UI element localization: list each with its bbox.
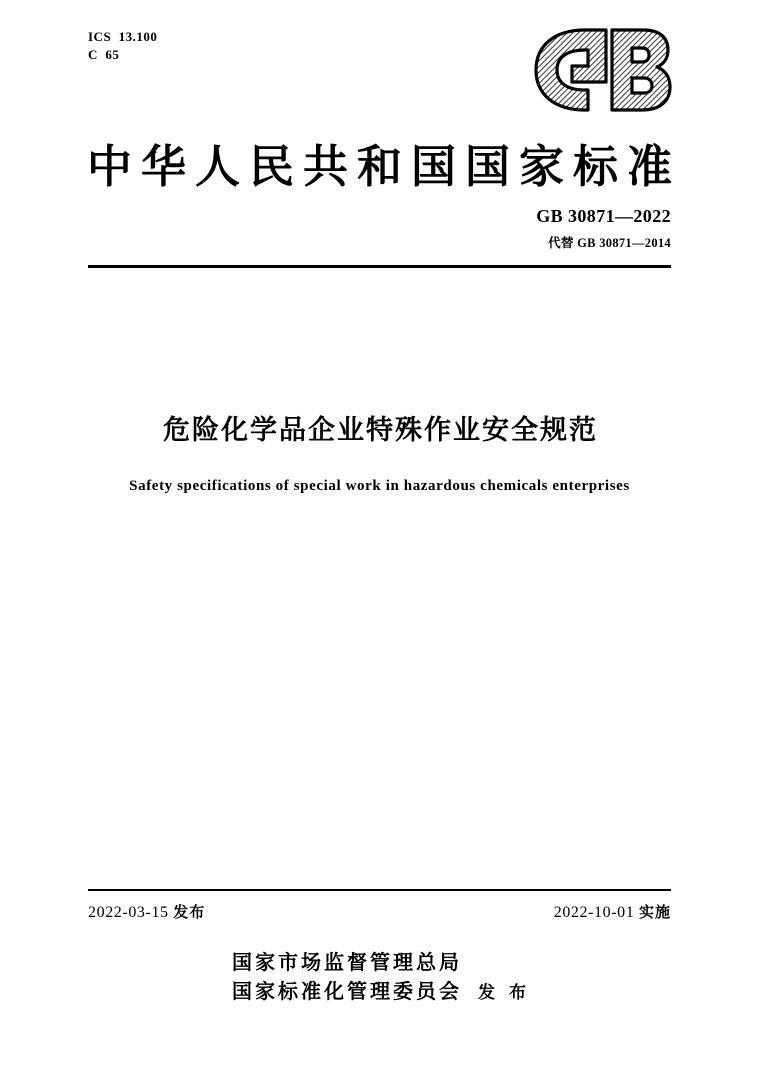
page-title: 中华人民共和国国家标准: [86, 140, 681, 193]
effective-date: 2022-10-01: [553, 904, 635, 921]
document-title-chinese: 危险化学品企业特殊作业安全规范: [163, 415, 598, 446]
issuer-verb: 发 布: [478, 983, 530, 1003]
issue-date: 2022-03-15: [88, 904, 169, 921]
divider-bottom: [88, 889, 671, 891]
issue-date-label: 发布: [173, 903, 206, 921]
standard-number: GB 30871—2022: [536, 206, 671, 226]
divider-top: [88, 265, 671, 268]
issuer-line-1: 国家市场监督管理总局: [232, 950, 463, 974]
ccs-code: C 65: [88, 46, 120, 62]
issuer-names: [229, 948, 462, 1006]
standard-number-block: [536, 206, 671, 251]
document-title-english: Safety specifications of special work in hazardous chemicals enterprises: [129, 478, 630, 494]
gb-emblem-icon: [528, 26, 673, 114]
standard-replaces: 代替 GB 30871—2014: [548, 236, 671, 250]
effective-date-block: [554, 901, 671, 922]
issuer-block: [0, 948, 759, 1006]
classification-codes: [88, 28, 157, 63]
effective-date-label: 实施: [638, 903, 671, 921]
issue-date-block: [88, 901, 205, 922]
ics-code: ICS 13.100: [88, 29, 158, 44]
issuer-line-2: 国家标准化管理委员会: [232, 979, 463, 1003]
